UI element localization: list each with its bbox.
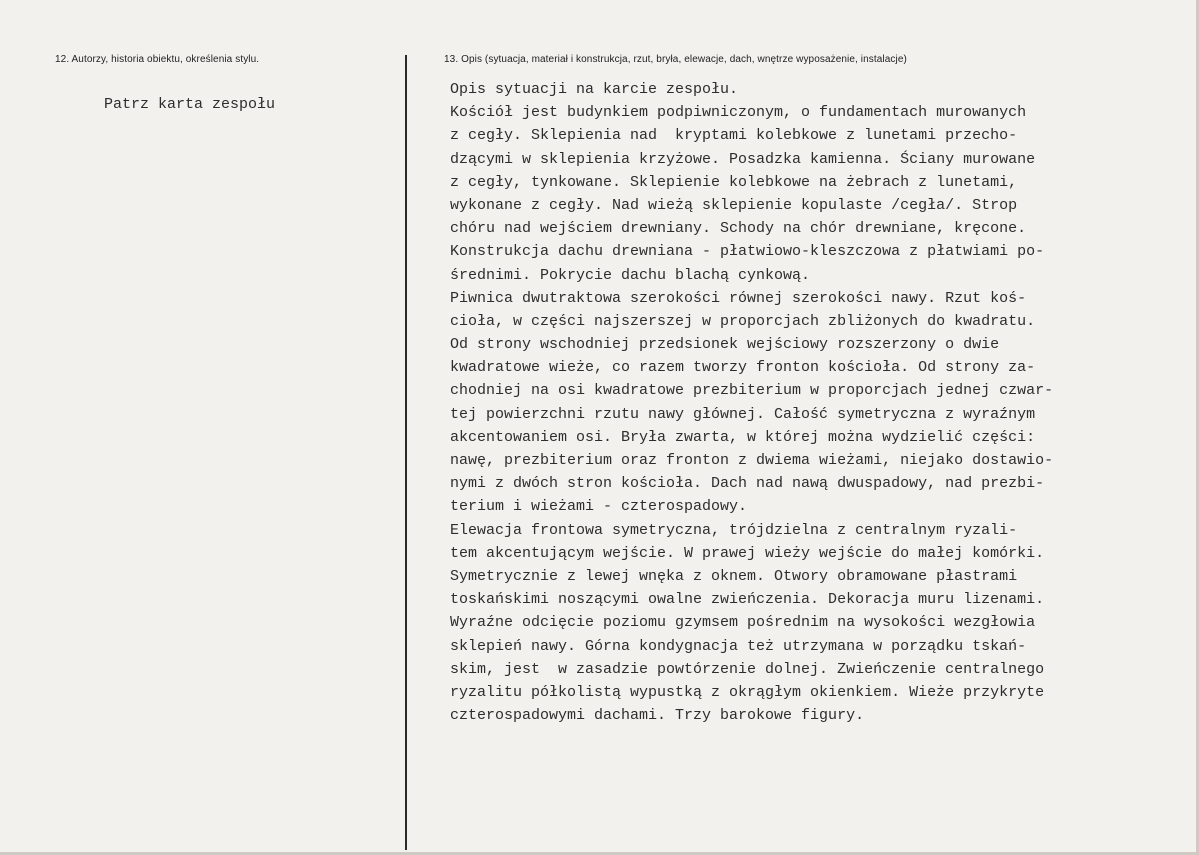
description-line: dzącymi w sklepienia krzyżowe. Posadzka kamienna. Ściany murowane	[450, 150, 1036, 168]
description-line: z cegły, tynkowane. Sklepienie kolebkowe na żebrach z lunetami,	[450, 173, 1018, 191]
description-line: toskańskimi noszącymi owalne zwieńczenia. Dekoracja muru lizenami.	[450, 591, 1045, 609]
description-line: Piwnica dwutraktowa szerokości równej szerokości nawy. Rzut koś-	[450, 289, 1027, 307]
section-13-body	[450, 78, 1053, 727]
description-line: kwadratowe wieże, co razem tworzy fronton kościoła. Od strony za-	[450, 359, 1036, 377]
description-line: nymi z dwóch stron kościoła. Dach nad nawą dwuspadowy, nad prezbi-	[450, 475, 1045, 493]
description-line: czterospadowymi dachami. Trzy barokowe figury.	[450, 707, 865, 725]
description-line: średnimi. Pokrycie dachu blachą cynkową.	[450, 266, 811, 284]
description-line: tem akcentującym wejście. W prawej wieży wejście do małej komórki.	[450, 544, 1045, 562]
description-line: z cegły. Sklepienia nad kryptami kolebkowe z lunetami przecho-	[450, 127, 1018, 145]
description-line: Wyraźne odcięcie poziomu gzymsem pośrednim na wysokości wezgłowia	[450, 614, 1036, 632]
description-line: ryzalitu półkolistą wypustką z okrągłym okienkiem. Wieże przykryte	[450, 683, 1045, 701]
section-13-label: 13. Opis (sytuacja, materiał i konstrukcja, rzut, bryła, elewacje, dach, wnętrze wyposażenie, instalacje)	[444, 54, 907, 65]
description-line: cioła, w części najszerszej w proporcjach zbliżonych do kwadratu.	[450, 312, 1036, 330]
description-line: chodniej na osi kwadratowe prezbiterium w proporcjach jednej czwar-	[450, 382, 1054, 400]
description-line: Konstrukcja dachu drewniana - płatwiowo-kleszczowa z płatwiami po-	[450, 243, 1045, 261]
description-line: Symetrycznie z lewej wnęka z oknem. Otwory obramowane płastrami	[450, 567, 1018, 585]
description-line: Kościół jest budynkiem podpiwniczonym, o fundamentach murowanych	[450, 104, 1027, 122]
description-line: chóru nad wejściem drewniany. Schody na chór drewniane, kręcone.	[450, 220, 1027, 238]
description-line: skim, jest w zasadzie powtórzenie dolnej. Zwieńczenie centralnego	[450, 660, 1045, 678]
description-line: Elewacja frontowa symetryczna, trójdzielna z centralnym ryzali-	[450, 521, 1018, 539]
description-line: sklepień nawy. Górna kondygnacja też utrzymana w porządku tskań-	[450, 637, 1027, 655]
description-line: Od strony wschodniej przedsionek wejściowy rozszerzony o dwie	[450, 336, 1000, 354]
description-line: tej powierzchni rzutu nawy głównej. Całość symetryczna z wyraźnym	[450, 405, 1036, 423]
section-12-label: 12. Autorzy, historia obiektu, określenia stylu.	[55, 54, 260, 65]
section-12-text: Patrz karta zespołu	[104, 96, 276, 113]
description-line: akcentowaniem osi. Bryła zwarta, w której można wydzielić części:	[450, 428, 1036, 446]
description-line: wykonane z cegły. Nad wieżą sklepienie kopulaste /cegła/. Strop	[450, 196, 1018, 214]
column-divider	[405, 55, 407, 850]
description-line: terium i wieżami - czterospadowy.	[450, 498, 748, 516]
description-line: Opis sytuacji na karcie zespołu.	[450, 81, 739, 98]
description-line: nawę, prezbiterium oraz fronton z dwiema wieżami, niejako dostawio-	[450, 452, 1054, 469]
